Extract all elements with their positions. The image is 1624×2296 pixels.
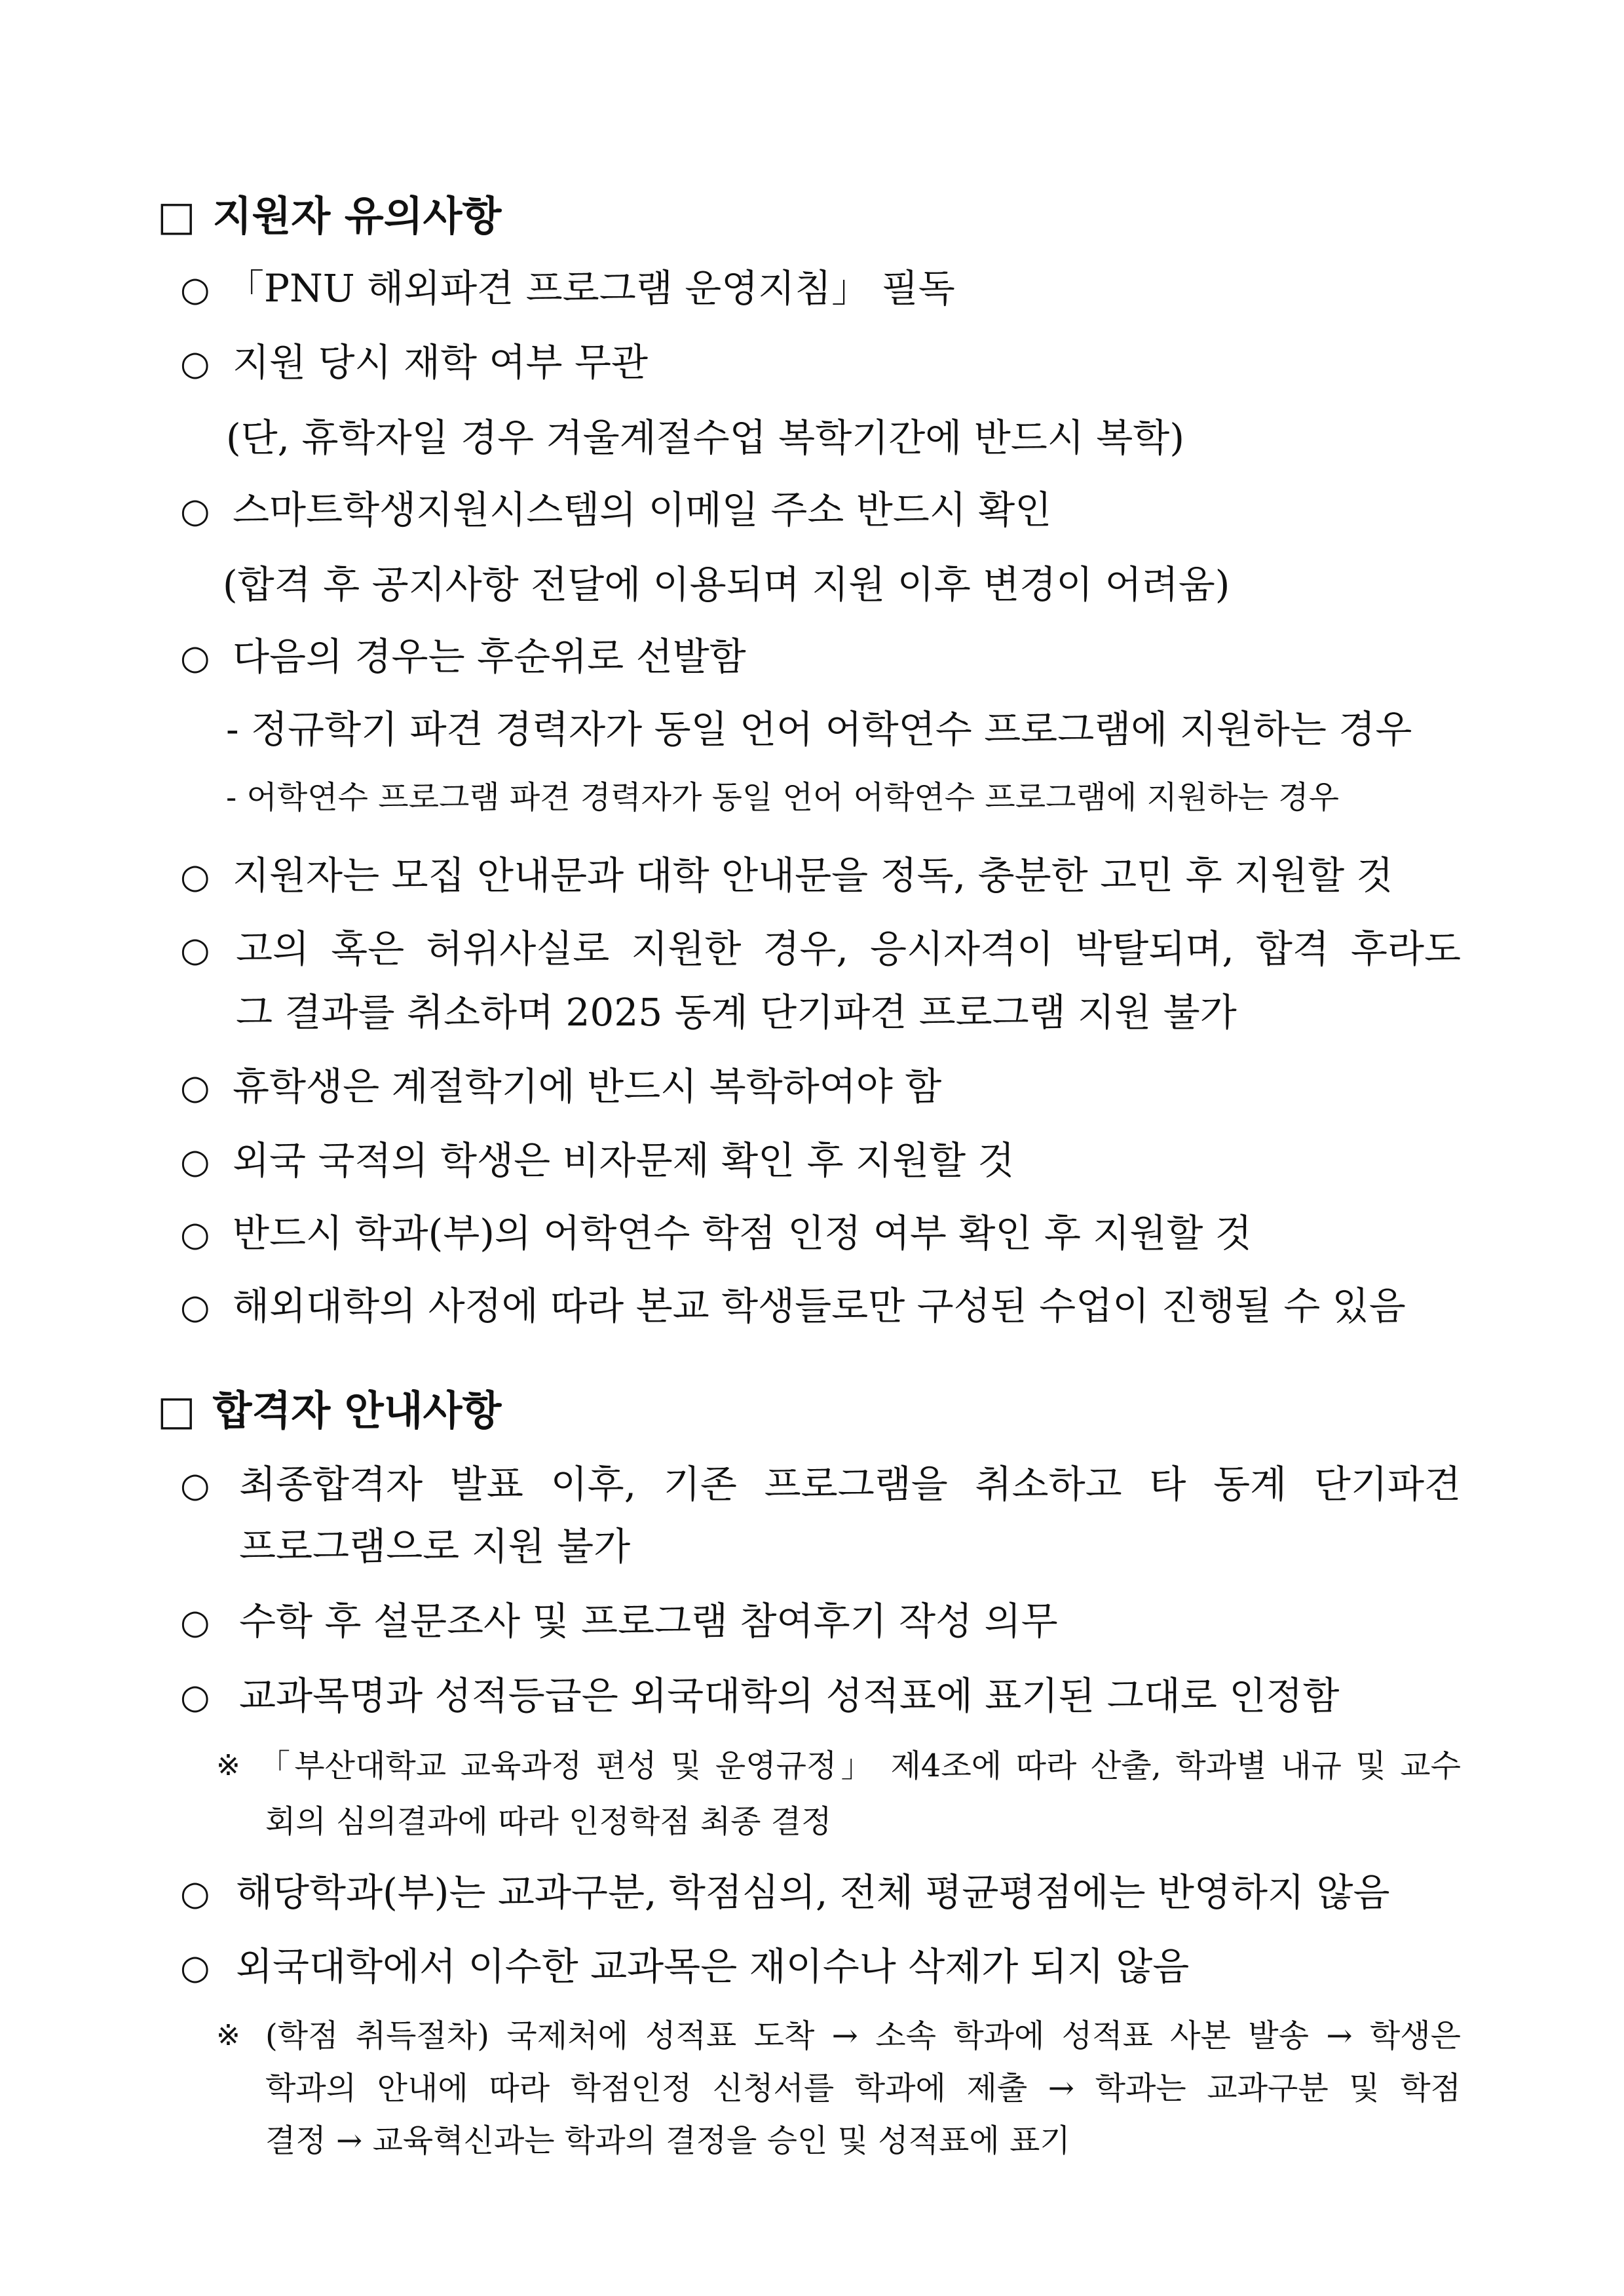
bullet-circle-icon: ○ [180,491,210,531]
bullet-circle-icon: ○ [180,1677,210,1717]
section-title-text: 합격자 안내사항 [212,1387,502,1434]
reference-note: 「부산대학교 교육과정 편성 및 운영규정」 제4조에 따라 산출, 학과별 내규 및 교수 [259,1748,1461,1784]
section-title-text: 지원자 유의사항 [212,192,502,240]
list-item: 외국대학에서 이수한 교과목은 재이수나 삭제가 되지 않음 [236,1944,1190,1989]
bullet-circle-icon: ○ [180,638,210,678]
reference-mark-icon: ※ [216,1749,240,1782]
section-heading-admitted-notes [157,1385,501,1437]
bullet-circle-icon: ○ [180,1288,210,1327]
list-item: 고의 혹은 허위사실로 지원한 경우, 응시자격이 박탈되며, 합격 후라도 [236,927,1461,971]
list-item: 수학 후 설문조사 및 프로그램 참여후기 작성 의무 [239,1599,1058,1643]
list-item-continuation: 프로그램으로 지원 불가 [239,1524,631,1569]
reference-mark-icon: ※ [216,2019,240,2052]
reference-note-continuation: 회의 심의결과에 따라 인정학점 최종 결정 [265,1803,832,1840]
list-item: 지원자는 모집 안내문과 대학 안내문을 정독, 충분한 고민 후 지원할 것 [233,853,1393,898]
bullet-circle-icon: ○ [180,1466,210,1505]
checkbox-square-icon: □ [157,192,196,240]
list-item: 다음의 경우는 후순위로 선발함 [233,634,746,679]
list-item-note: (합격 후 공지사항 전달에 이용되며 지원 이후 변경이 어려움) [223,562,1230,607]
checkbox-square-icon: □ [157,1387,196,1434]
bullet-circle-icon: ○ [180,1603,210,1642]
list-subitem: - 정규학기 파견 경력자가 동일 언어 어학연수 프로그램에 지원하는 경우 [226,707,1412,752]
bullet-circle-icon: ○ [180,1142,210,1181]
reference-note: (학점 취득절차) 국제처에 성적표 도착 → 소속 학과에 성적표 사본 발송 → 학생은 [265,2018,1461,2054]
list-subitem: - 어학연수 프로그램 파견 경력자가 동일 언어 어학연수 프로그램에 지원하는 경우 [226,779,1339,816]
bullet-circle-icon: ○ [180,1948,210,1987]
reference-note-continuation: 학과의 안내에 따라 학점인정 신청서를 학과에 제출 → 학과는 교과구분 및 학점 [265,2070,1461,2107]
section-heading-applicant-notes [157,190,501,242]
bullet-circle-icon: ○ [180,270,210,309]
list-item: 휴학생은 계절학기에 반드시 복학하여야 함 [233,1064,942,1109]
bullet-circle-icon: ○ [180,1068,210,1107]
list-item-continuation: 그 결과를 취소하며 2025 동계 단기파견 프로그램 지원 불가 [236,990,1237,1035]
list-item: 「PNU 해외파견 프로그램 운영지침」 필독 [226,266,955,311]
reference-note-continuation: 결정 → 교육혁신과는 학과의 결정을 승인 및 성적표에 표기 [265,2122,1070,2159]
list-item: 해당학과(부)는 교과구분, 학점심의, 전체 평균평점에는 반영하지 않음 [236,1870,1390,1915]
list-item: 해외대학의 사정에 따라 본교 학생들로만 구성된 수업이 진행될 수 있음 [233,1284,1406,1328]
list-item: 스마트학생지원시스템의 이메일 주소 반드시 확인 [233,488,1052,532]
bullet-circle-icon: ○ [180,1874,210,1913]
bullet-circle-icon: ○ [180,344,210,383]
list-item-note: (단, 휴학자일 경우 겨울계절수업 복학기간에 반드시 복학) [226,415,1184,460]
bullet-circle-icon: ○ [180,930,210,970]
bullet-circle-icon: ○ [180,857,210,896]
list-item: 외국 국적의 학생은 비자문제 확인 후 지원할 것 [233,1138,1015,1183]
bullet-circle-icon: ○ [180,1215,210,1254]
list-item: 교과목명과 성적등급은 외국대학의 성적표에 표기된 그대로 인정함 [239,1674,1340,1718]
list-item: 반드시 학과(부)의 어학연수 학점 인정 여부 확인 후 지원할 것 [233,1211,1252,1255]
list-item: 지원 당시 재학 여부 무관 [233,340,649,385]
list-item: 최종합격자 발표 이후, 기존 프로그램을 취소하고 타 동계 단기파견 [239,1462,1461,1506]
